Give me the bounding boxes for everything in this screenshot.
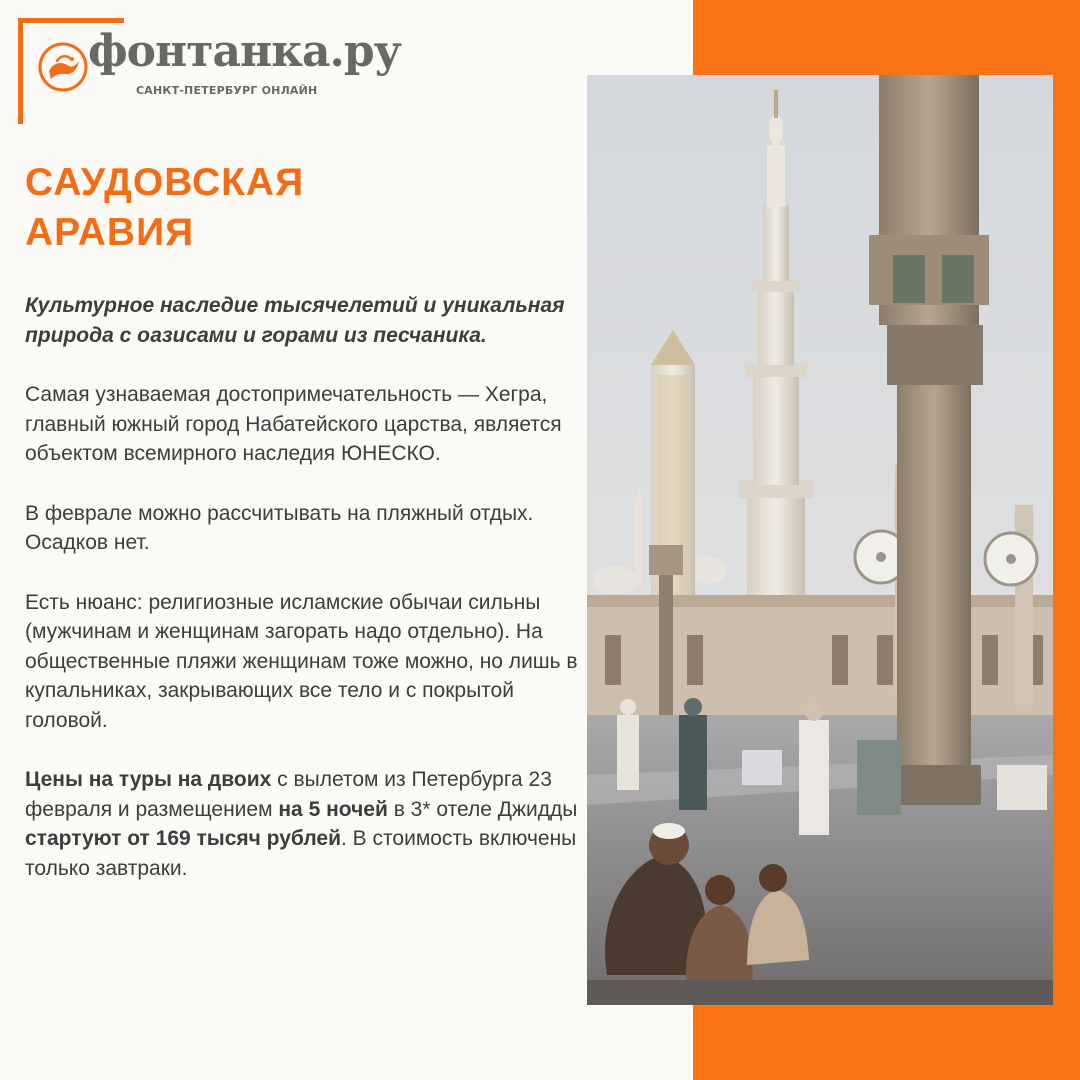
lead-paragraph: Культурное наследие тысячелетий и уникальная природа с оазисами и горами из песчаника.	[25, 294, 565, 347]
fontanka-swan-icon	[37, 41, 89, 93]
paragraph-beach: В феврале можно рассчитывать на пляжный отдых. Осадков нет.	[25, 501, 534, 554]
article-text	[25, 291, 590, 913]
price-text-2: в 3* отеле Джидды	[387, 797, 578, 821]
title-line-1: САУДОВСКАЯ	[25, 161, 305, 204]
price-bold-1: Цены на туры на двоих	[25, 768, 272, 791]
title-line-2: АРАВИЯ	[25, 211, 195, 254]
price-text-3: . В стоимость включены только завтраки.	[25, 827, 577, 880]
logo-text: фонтанка.ру	[88, 26, 401, 77]
price-bold-3: стартуют от 169 тысяч рублей	[25, 827, 342, 850]
price-text-1: с вылетом из Петербурга 23 февраля и размещением	[25, 768, 552, 821]
price-bold-2: на 5 ночей	[278, 797, 388, 821]
logo-subtitle: САНКТ-ПЕТЕРБУРГ ОНЛАЙН	[136, 84, 318, 97]
mosque-courtyard-photo	[587, 75, 1053, 1005]
paragraph-hegra: Самая узнаваемая достопримечательность — Хегра, главный южный город Набатейского царства, является объектом всемирного наследия ЮНЕСКО.	[25, 383, 562, 465]
page-title	[25, 158, 485, 258]
paragraph-customs: Есть нюанс: религиозные исламские обычаи сильны (мужчинам и женщинам загорать надо отдельно). На общественные пляжи женщинам тоже можно, но лишь в купальниках, закрывающих все тело и с покрытой головой.	[25, 590, 578, 732]
paragraph-prices	[25, 765, 590, 883]
